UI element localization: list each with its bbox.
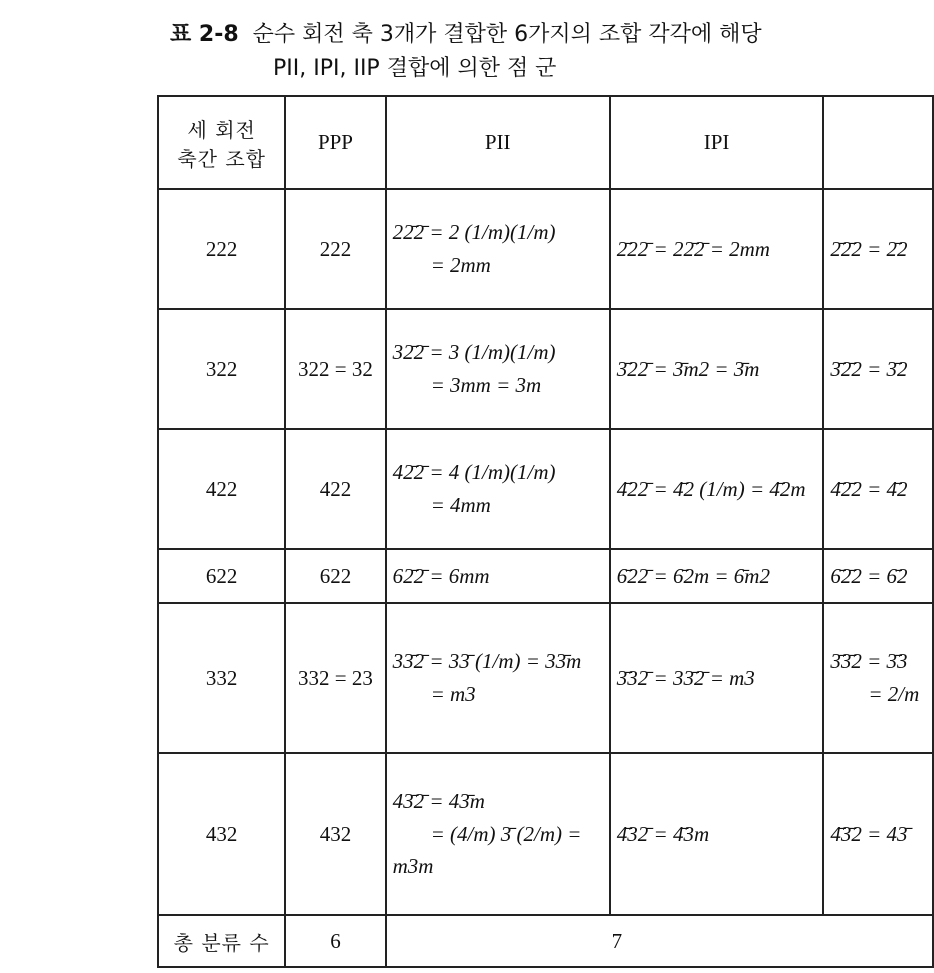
pii-line: 42̄2̄ = 4 (1/m)(1/m) — [392, 460, 556, 485]
pii-line: 33̄2̄ = 33̄ (1/m) = 33̄m — [392, 649, 582, 674]
cell-combo: 422 — [158, 429, 285, 549]
iip-line: 2̄2̄2 = 2̄2 — [830, 236, 908, 261]
cell-pii — [386, 309, 610, 429]
header-iip — [823, 96, 933, 189]
caption-line2: PII, IPI, IIP 결합에 의한 점 군 — [273, 56, 557, 81]
cell-combo: 622 — [158, 549, 285, 603]
pii-line: = 4mm — [430, 493, 491, 517]
cell-combo: 332 — [158, 603, 285, 753]
cell-combo: 432 — [158, 753, 285, 915]
header-ipi: IPI — [610, 96, 824, 189]
pii-line: = (4/m) 3̄ (2/m) = — [430, 821, 582, 846]
iip-line: = 2/m — [868, 682, 920, 706]
pii-line: 32̄2̄ = 3 (1/m)(1/m) — [392, 340, 556, 365]
pii-line: = 2mm — [430, 253, 491, 277]
total-ppp: 6 — [285, 915, 385, 967]
table-row — [158, 189, 933, 309]
table-row — [158, 549, 933, 603]
iip-line: 6̄2̄2 = 6̄2 — [830, 563, 908, 588]
cell-ipi: 4̄32̄ = 4̄3m — [610, 753, 824, 915]
cell-ipi: 2̄22̄ = 22̄2̄ = 2mm — [610, 189, 824, 309]
cell-iip — [823, 603, 933, 753]
iip-line: 4̄2̄2 = 4̄2 — [830, 476, 908, 501]
pii-line: 22̄2̄ = 2 (1/m)(1/m) — [392, 220, 556, 245]
point-group-table — [157, 95, 934, 968]
cell-ppp: 332 = 23 — [285, 603, 385, 753]
header-combo-line2: 축간 조합 — [177, 146, 266, 171]
cell-combo: 222 — [158, 189, 285, 309]
cell-iip — [823, 549, 933, 603]
cell-pii — [386, 189, 610, 309]
header-combo — [158, 96, 285, 189]
cell-pii — [386, 429, 610, 549]
cell-ipi: 3̄32̄ = 33̄2̄ = m3 — [610, 603, 824, 753]
cell-iip — [823, 189, 933, 309]
header-pii: PII — [386, 96, 610, 189]
caption-number: 표 2-8 — [170, 22, 239, 47]
cell-ipi: 6̄22̄ = 6̄2m = 6̄m2 — [610, 549, 824, 603]
header-row — [158, 96, 933, 189]
iip-line: 3̄3̄2 = 3̄3 — [830, 649, 908, 674]
table-row — [158, 309, 933, 429]
cell-pii — [386, 549, 610, 603]
pii-line: = m3 — [430, 682, 476, 706]
total-label: 총 분류 수 — [158, 915, 285, 967]
table-row — [158, 429, 933, 549]
cell-iip — [823, 429, 933, 549]
cell-ppp: 432 — [285, 753, 385, 915]
table-row — [158, 753, 933, 915]
pii-line: m3m — [392, 854, 434, 879]
cell-ppp: 422 — [285, 429, 385, 549]
total-rest: 7 — [386, 915, 933, 967]
cell-iip — [823, 309, 933, 429]
total-row — [158, 915, 933, 967]
cell-pii — [386, 603, 610, 753]
cell-ipi: 4̄22̄ = 4̄2 (1/m) = 4̄2m — [610, 429, 824, 549]
table-row — [158, 603, 933, 753]
table-caption — [170, 18, 930, 86]
cell-ipi: 3̄22̄ = 3̄m2 = 3̄m — [610, 309, 824, 429]
cell-ppp: 322 = 32 — [285, 309, 385, 429]
header-ppp: PPP — [285, 96, 385, 189]
iip-line: 4̄3̄2 = 43̄ — [830, 821, 908, 846]
cell-ppp: 222 — [285, 189, 385, 309]
caption-line1: 순수 회전 축 3개가 결합한 6가지의 조합 각각에 해당 — [252, 22, 762, 47]
cell-pii — [386, 753, 610, 915]
cell-ppp: 622 — [285, 549, 385, 603]
header-combo-line1: 세 회전 — [187, 117, 256, 142]
iip-line: 3̄2̄2 = 3̄2 — [830, 356, 908, 381]
cell-iip — [823, 753, 933, 915]
pii-line: 62̄2̄ = 6mm — [392, 563, 490, 588]
pii-line: 43̄2̄ = 43̄m — [392, 789, 485, 814]
cell-combo: 322 — [158, 309, 285, 429]
pii-line: = 3mm = 3m — [430, 373, 542, 397]
